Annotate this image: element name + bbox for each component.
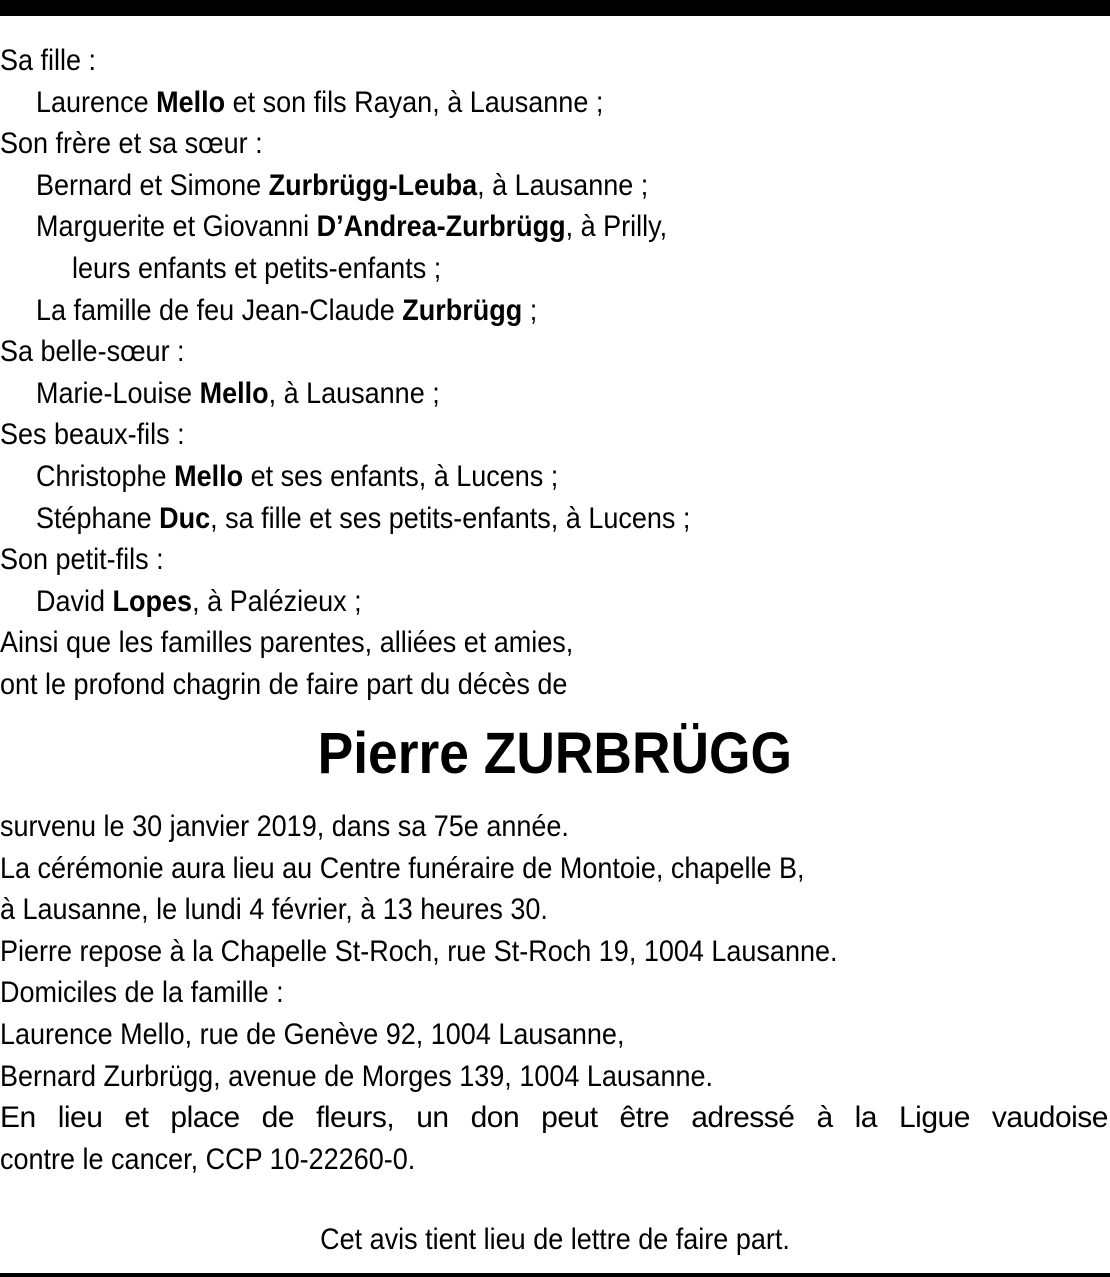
family-line: Laurence Mello et son fils Rayan, à Lausanne ; — [36, 85, 604, 119]
family-line: Son petit-fils : — [0, 543, 164, 577]
detail-line: Pierre repose à la Chapelle St-Roch, rue St-Roch 19, 1004 Lausanne. — [0, 934, 838, 968]
family-line: La famille de feu Jean-Claude Zurbrügg ; — [36, 293, 538, 327]
family-line: Ainsi que les familles parentes, alliées et amies, — [0, 626, 574, 660]
top-rule — [0, 0, 1110, 16]
family-line: David Lopes, à Palézieux ; — [36, 584, 362, 618]
family-line: Sa fille : — [0, 44, 97, 77]
detail-line: contre le cancer, CCP 10-22260-0. — [0, 1142, 416, 1176]
family-line: Bernard et Simone Zurbrügg-Leuba, à Lausanne ; — [36, 168, 649, 202]
family-line: Son frère et sa sœur : — [0, 127, 263, 161]
detail-line: à Lausanne, le lundi 4 février, à 13 heures 30. — [0, 893, 548, 927]
family-line: ont le profond chagrin de faire part du décès de — [0, 667, 568, 701]
deceased-name: Pierre ZURBRÜGG — [317, 721, 793, 786]
family-line: leurs enfants et petits-enfants ; — [72, 251, 442, 285]
family-line: Ses beaux-fils : — [0, 418, 185, 452]
closing-note: Cet avis tient lieu de lettre de faire part. — [320, 1223, 790, 1256]
detail-line: Bernard Zurbrügg, avenue de Morges 139, 1004 Lausanne. — [0, 1059, 713, 1093]
detail-line: La cérémonie aura lieu au Centre funéraire de Montoie, chapelle B, — [0, 851, 805, 885]
detail-line: Laurence Mello, rue de Genève 92, 1004 Lausanne, — [0, 1017, 625, 1051]
detail-line: Domiciles de la famille : — [0, 976, 284, 1010]
family-line: Sa belle-sœur : — [0, 335, 185, 369]
bottom-rule — [0, 1273, 1110, 1277]
family-line: Marguerite et Giovanni D’Andrea-Zurbrügg, à Prilly, — [36, 210, 668, 244]
detail-line: survenu le 30 janvier 2019, dans sa 75e année. — [0, 810, 569, 843]
family-line: Marie-Louise Mello, à Lausanne ; — [36, 376, 440, 410]
detail-line: En lieu et place de fleurs, un don peut être adressé à la Ligue vaudoise — [0, 1101, 1108, 1135]
family-line: Christophe Mello et ses enfants, à Lucens ; — [36, 459, 559, 493]
family-line: Stéphane Duc, sa fille et ses petits-enfants, à Lucens ; — [36, 501, 691, 535]
family-list — [0, 40, 1110, 706]
funeral-details — [0, 806, 1110, 1180]
